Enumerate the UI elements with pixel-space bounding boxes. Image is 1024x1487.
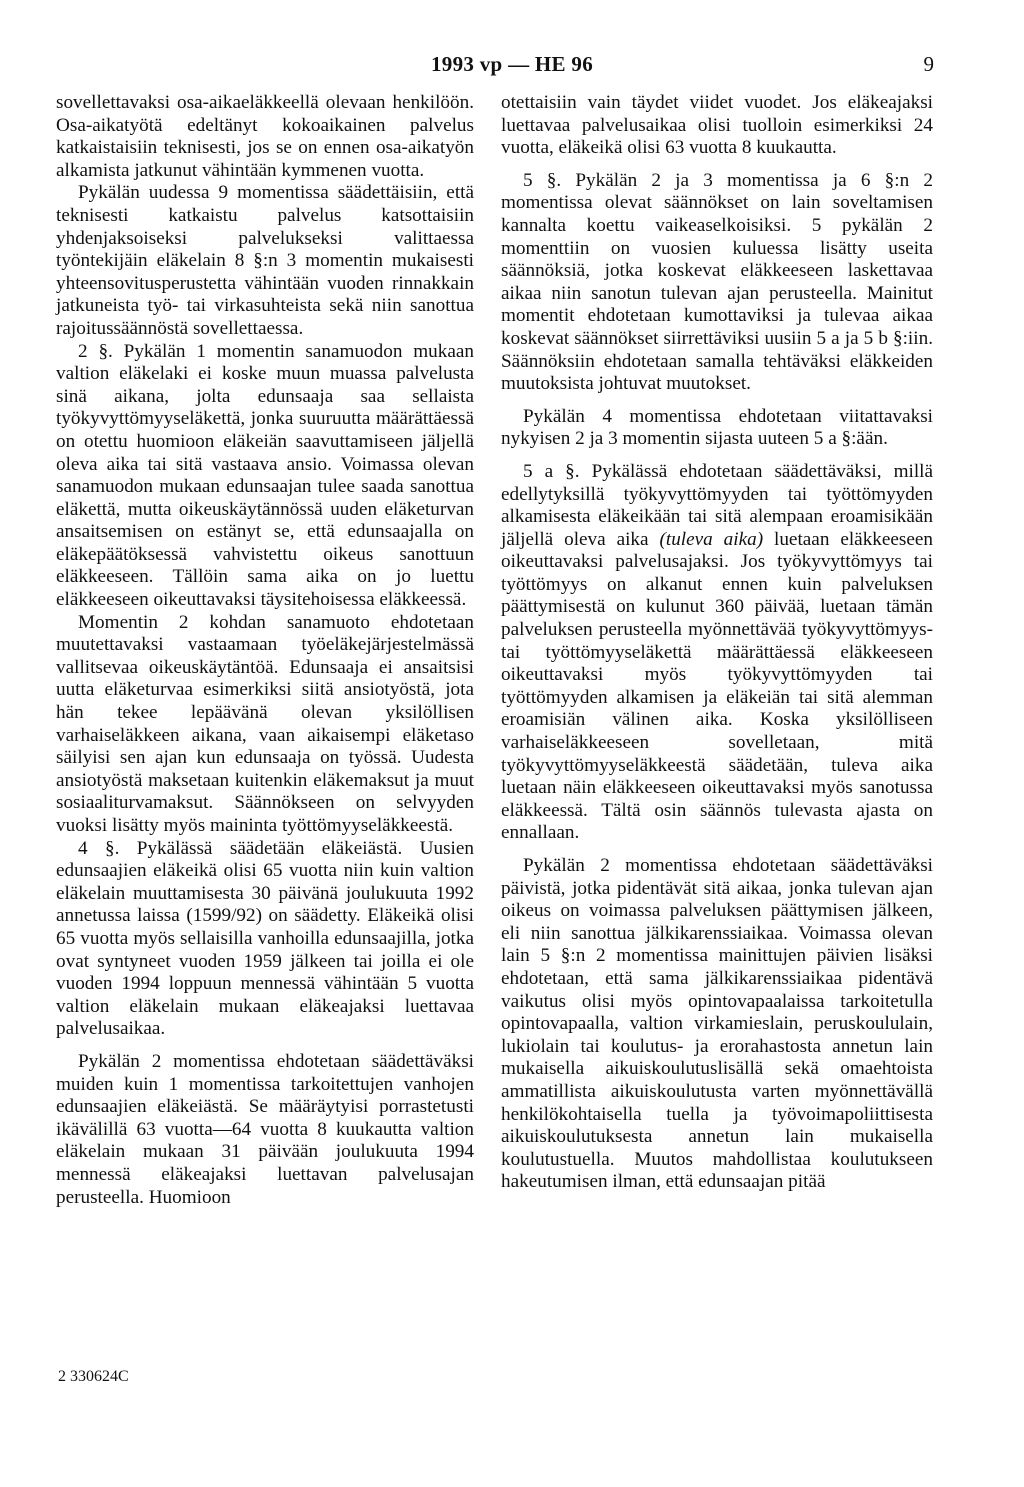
- paragraph: otettaisiin vain täydet viidet vuodet. Jos eläkeajaksi luettavaa palvelusaikaa olisi tuolloin esimerkiksi 24 vuotta, eläkeikä olisi 63 vuotta 8 kuukautta.: [501, 92, 933, 159]
- print-code: 2 330624C: [58, 1368, 129, 1385]
- paragraph: 5 §. Pykälän 2 ja 3 momentissa ja 6 §:n 2 momentissa olevat säännökset on lain soveltamisen kannalta koettu vaikeaselkoisiksi. 5 pykälän 2 momenttiin on vuosien kuluessa lisätty useita säännöksiä, jotka koskevat eläkkeeseen laskettavaa aikaa niin sanotun tulevan ajan perusteella. Mainitut momentit ehdotetaan kumottaviksi ja tulevaa aikaa koskevat säännökset siirrettäviksi uusiin 5 a ja 5 b §:iin. Säännöksiin ehdotetaan samalla tehtäväksi eläkkeiden muutoksista johtuvat muutokset.: [501, 169, 933, 395]
- paragraph: 4 §. Pykälässä säädetään eläkeiästä. Uusien edunsaajien eläkeikä olisi 65 vuotta niin kuin valtion eläkelain muuttamisesta 30 päivänä joulukuuta 1992 annetussa laissa (1599/92) on säädetty. Eläkeikä olisi 65 vuotta myös sellaisilla vanhoilla edunsaajilla, jotka ovat syntyneet vuoden 1959 jälkeen tai joilla ei ole vuoden 1994 loppuun mennessä vähintään 5 vuotta valtion eläkelain mukaan eläkeajaksi luettavaa palvelusaikaa.: [56, 837, 474, 1040]
- page-header: [0, 52, 1024, 82]
- left-column: [56, 92, 474, 1209]
- paragraph: Pykälän 2 momentissa ehdotetaan säädettäväksi muiden kuin 1 momentissa tarkoitettujen vanhojen edunsaajien eläkeiästä. Se määräytyisi porrastetusti ikävälillä 63 vuotta—64 vuotta 8 kuukautta valtion eläkelain mukaan 31 päivään joulukuuta 1994 mennessä eläkeajaksi luettavan palvelusajan perusteella. Huomioon: [56, 1050, 474, 1208]
- italic-term: (tuleva aika): [659, 528, 764, 550]
- paragraph: Pykälän 2 momentissa ehdotetaan säädettäväksi päivistä, jotka pidentävät sitä aikaa, jonka tulevan ajan oikeus on voimassa palveluksen päättymisen jälkeen, eli niin sanottua jälkikarenssiaikaa. Voimassa olevan lain 5 §:n 2 momentissa mainittujen päivien lisäksi ehdotetaan, että sama jälkikarenssiaikaa pidentävä vaikutus olisi myös opintovapaalaissa tarkoitetulla opintovapaalla, valtion virkamieslain, peruskoululain, lukiolain tai koulutus- ja erorahastosta annetun lain mukaisella aikuiskoulutuslisällä sekä omaehtoista ammatillista aikuiskoulutusta varten myönnettävällä henkilökohtaisella tuella ja työvoimapoliittisesta aikuiskoulutuksesta annetun lain mukaisella koulutustuella. Muutos mahdollistaa koulutukseen hakeutumisen ilman, että edunsaajan pitää: [501, 855, 933, 1193]
- running-title: 1993 vp — HE 96: [430, 52, 594, 76]
- right-column: [501, 92, 933, 1194]
- page-number: 9: [923, 52, 934, 76]
- paragraph: Pykälän uudessa 9 momentissa säädettäisiin, että teknisesti katkaistu palvelus katsottaisiin yhdenjaksoiseksi palvelukseksi valittaessa työntekijäin eläkelain 8 §:n 3 momentin mukaisesti yhteensovitusperustetta vähintään vuoden rinnakkain jatkuneista työ- tai virkasuhteista sekä niin sanottua rajoitussäännöstä sovellettaessa.: [56, 182, 474, 339]
- text-run: 5 a §. Pykälässä ehdotetaan säädettäväksi, millä edellytyksillä työkyvyttömyyden tai työttömyyden alkamisesta eläkeikään tai sitä alempaan eroamisikään jäljellä oleva aika: [501, 460, 933, 550]
- paragraph: [501, 461, 933, 845]
- paragraph: sovellettavaksi osa-aikaeläkkeellä olevaan henkilöön. Osa-aikatyötä edeltänyt kokoaikainen palvelus katkaistaisiin teknisesti, jos se on ennen osa-aikatyön alkamista jatkunut vähintään kymmenen vuotta.: [56, 92, 474, 181]
- text-run: luetaan eläkkeeseen oikeuttavaksi palvelusajaksi. Jos työkyvyttömyys tai työttömyys on alkanut ennen kuin palveluksen päättymisestä on kulunut 360 päivää, luetaan tämän palveluksen perusteella myönnettävää työkyvyttömyys- tai työttömyyseläkettä määrättäessä eläkkeeseen oikeuttavaksi myös työkyvyttömyyden tai työttömyyden alkamisen ja eläkeiän tai sitä alemman eroamisiän välinen aika. Koska yksilölliseen varhaiseläkkeeseen sovelletaan, mitä työkyvyttömyyseläkkeestä säädetään, tuleva aika luetaan näin eläkkeeseen oikeuttavaksi myös sanotussa eläkkeessä. Tältä osin säännös tulevasta ajasta on ennallaan.: [501, 528, 934, 844]
- paragraph: Momentin 2 kohdan sanamuoto ehdotetaan muutettavaksi vastaamaan työeläkejärjestelmässä vallitsevaa oikeuskäytäntöä. Edunsaaja ei ansaitsisi uutta eläketurvaa esimerkiksi siitä ansiotyöstä, jota hän tekee lepäävänä olevan yksilöllisen varhaiseläkkeen aikana, vaan aikaisempi eläketaso säilyisi sen ajan kun edunsaaja on työssä. Uudesta ansiotyöstä maksetaan kuitenkin eläkemaksut ja muut sosiaaliturvamaksut. Säännökseen on selvyyden vuoksi lisätty myös maininta työttömyyseläkkeestä.: [56, 611, 474, 836]
- paragraph: Pykälän 4 momentissa ehdotetaan viitattavaksi nykyisen 2 ja 3 momentin sijasta uuteen 5 a §:ään.: [501, 405, 933, 450]
- paragraph: 2 §. Pykälän 1 momentin sanamuodon mukaan valtion eläkelaki ei koske muun muassa palvelusta sinä aikana, jolta edunsaaja saa sellaista työkyvyttömyyseläkettä, jonka suuruutta määrättäessä on otettu huomioon eläkeiän saavuttamiseen jäljellä oleva aika tai sitä vastaava ansio. Voimassa olevan sanamuodon mukaan edunsaajan tulee saada sanottua eläkettä, mutta oikeuskäytännössä uuden eläketurvan ansaitsemisen on estänyt se, että edunsaajalla on eläkepäätöksessä vahvistettu oikeus sanottuun eläkkeeseen. Tällöin sama aika on jo luettu eläkkeeseen oikeuttavaksi täysitehoisessa eläkkeessä.: [56, 340, 474, 611]
